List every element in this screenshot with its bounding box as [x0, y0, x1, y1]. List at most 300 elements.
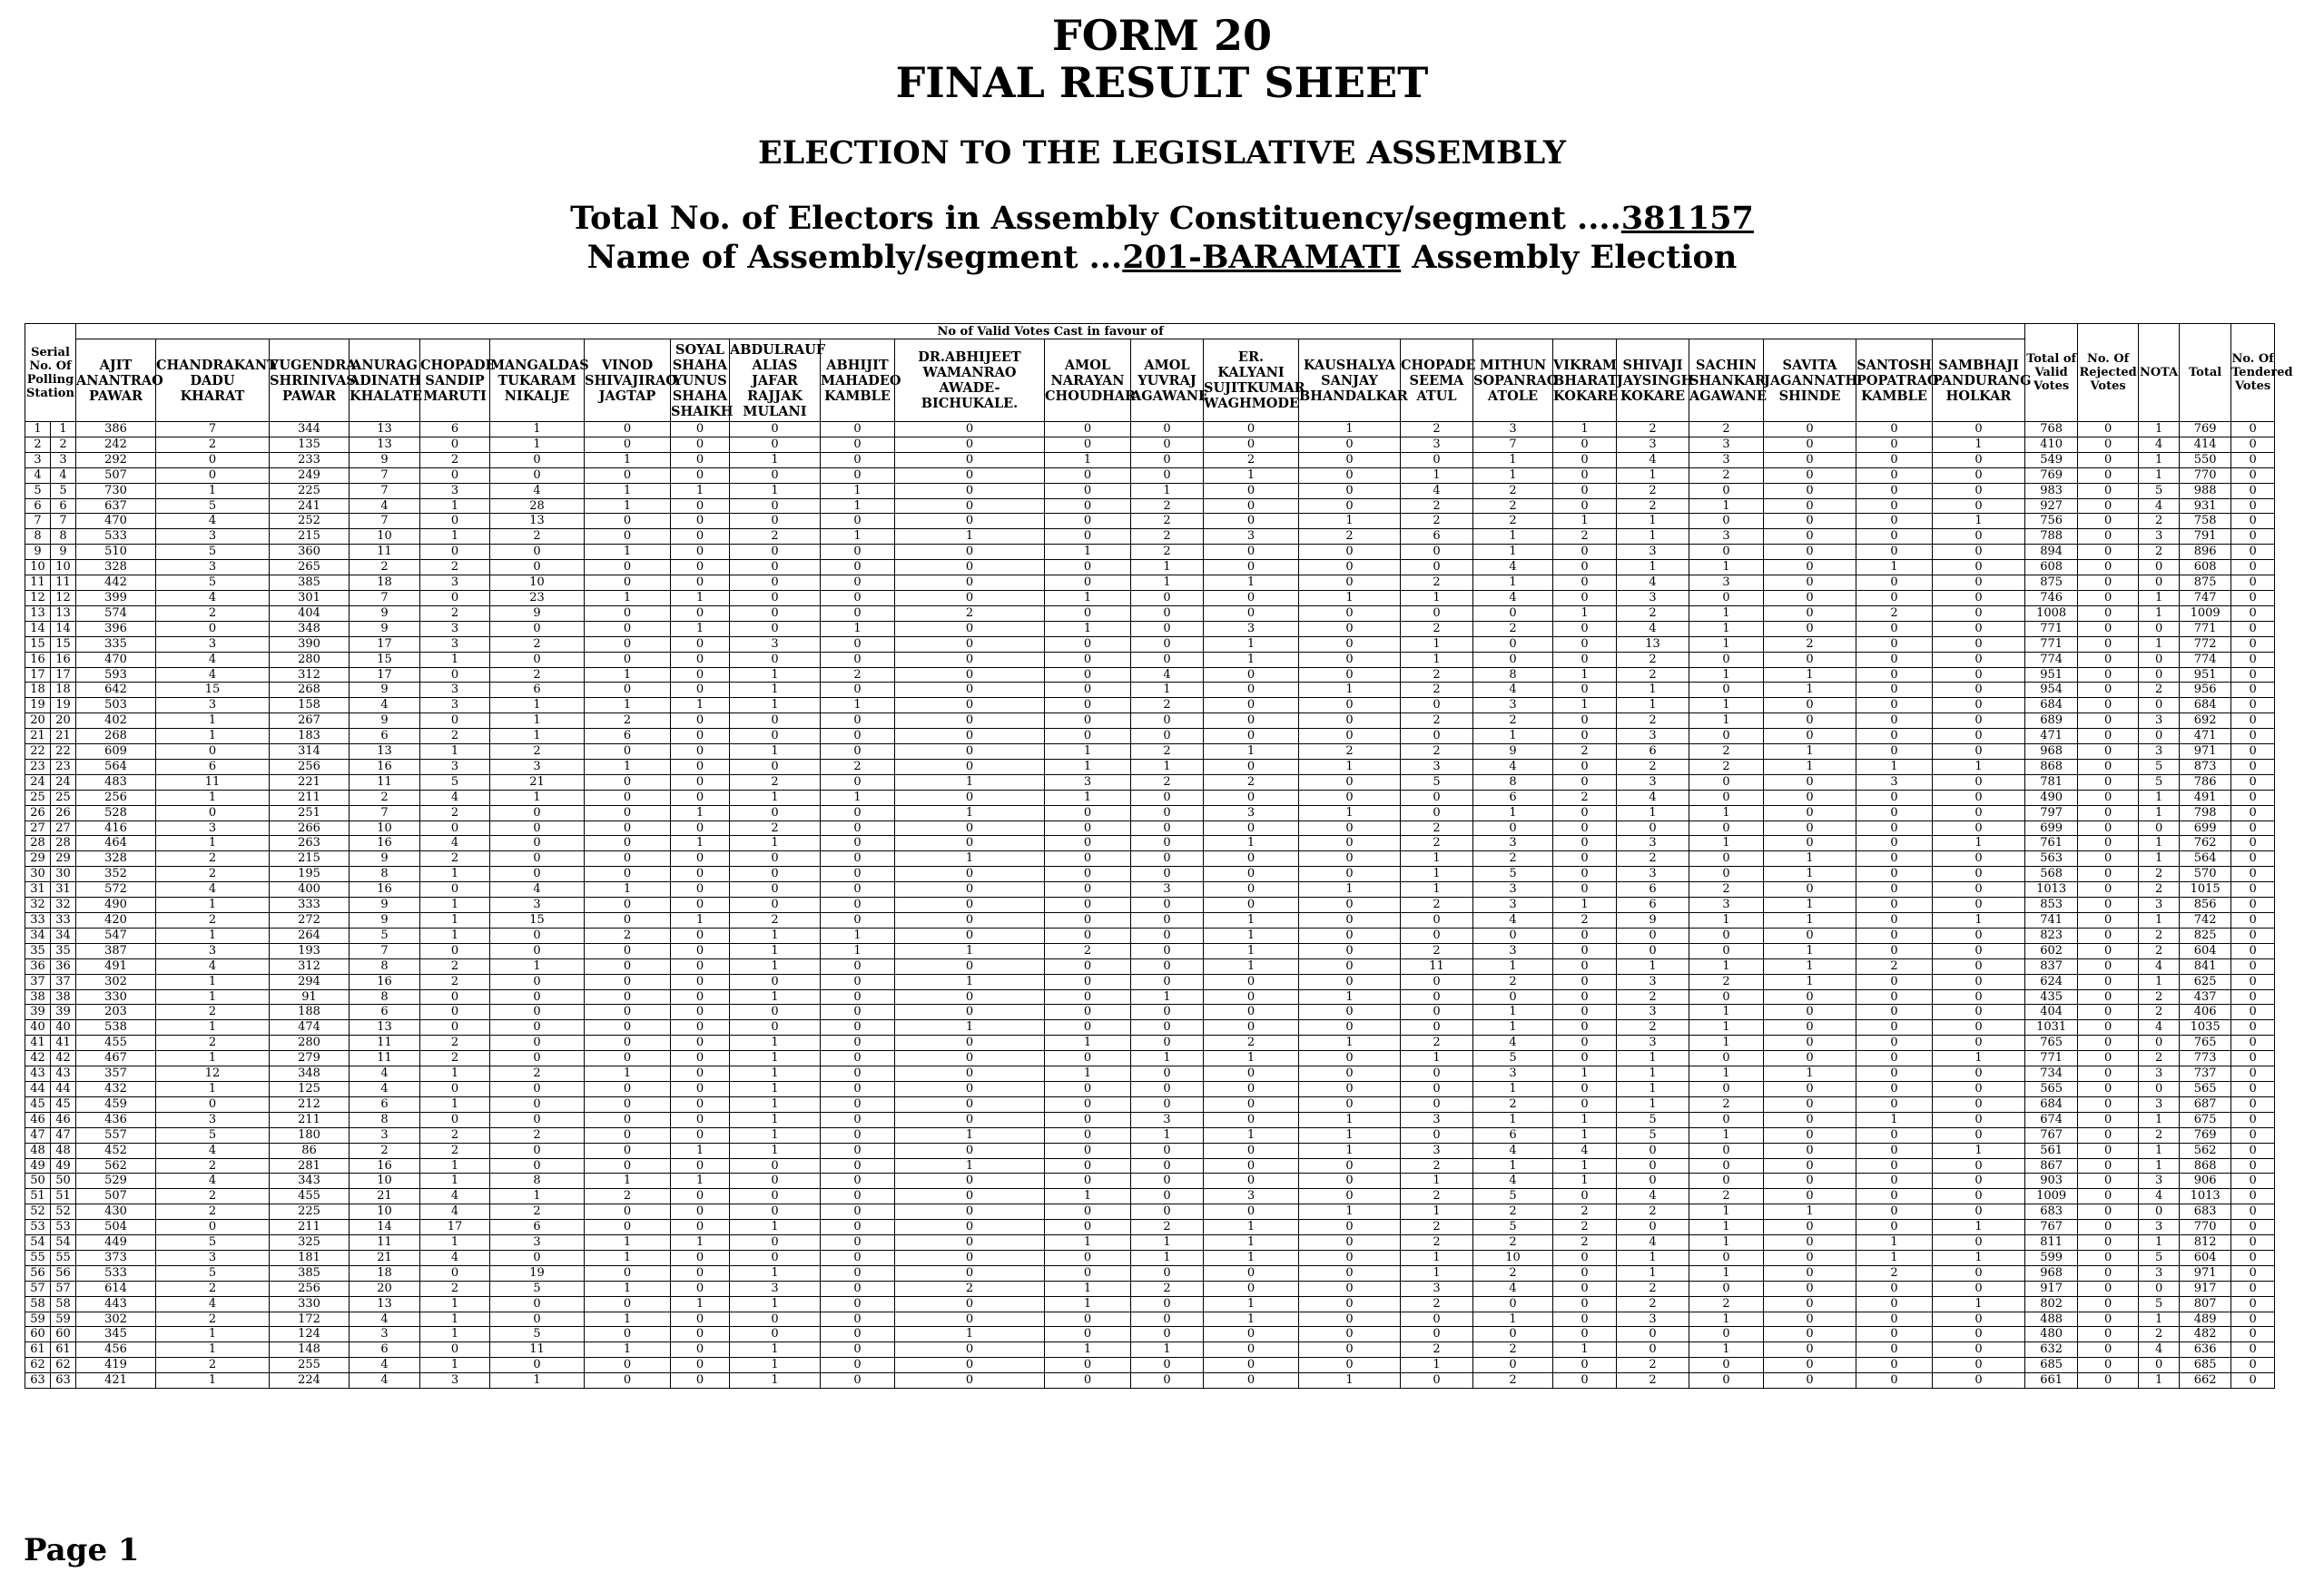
table-cell: 386: [76, 422, 156, 437]
table-cell: 0: [1933, 1096, 2025, 1112]
table-cell: 2: [420, 958, 490, 974]
table-cell: 0: [1689, 1250, 1764, 1265]
table-cell: 180: [270, 1127, 350, 1143]
table-cell: 0: [2078, 1327, 2139, 1342]
table-cell: 1: [1401, 1174, 1473, 1189]
table-cell: 36: [25, 958, 51, 974]
table-cell: 5: [1617, 1112, 1689, 1127]
table-cell: 1: [1689, 713, 1764, 729]
table-cell: 416: [76, 821, 156, 836]
table-cell: 2: [1553, 1220, 1617, 1235]
table-cell: 0: [821, 713, 895, 729]
table-cell: 0: [1933, 529, 2025, 545]
table-cell: 988: [2180, 483, 2231, 498]
table-row: [25, 1296, 2275, 1312]
table-cell: 0: [2139, 729, 2180, 744]
table-cell: 452: [76, 1143, 156, 1158]
table-cell: 0: [821, 1066, 895, 1082]
table-cell: 0: [821, 422, 895, 437]
table-cell: 0: [1204, 1265, 1299, 1281]
table-cell: 1: [420, 928, 490, 943]
table-cell: 0: [1856, 422, 1933, 437]
table-cell: 0: [490, 1143, 585, 1158]
assembly-value: 201-BARAMATI: [1122, 239, 1402, 276]
table-cell: 1: [585, 667, 671, 683]
table-cell: 0: [1856, 1020, 1933, 1036]
table-cell: 421: [76, 1373, 156, 1389]
table-cell: 0: [2231, 898, 2275, 913]
table-cell: 1: [1856, 1112, 1933, 1127]
table-cell: 0: [1299, 1066, 1401, 1082]
table-cell: 0: [1856, 989, 1933, 1005]
table-cell: 21: [490, 774, 585, 790]
table-cell: 1: [1401, 590, 1473, 605]
table-cell: 1: [1131, 759, 1204, 774]
table-cell: 0: [2139, 1036, 2180, 1051]
table-cell: 0: [1131, 452, 1204, 467]
table-cell: 2: [1689, 882, 1764, 898]
table-cell: 16: [350, 882, 420, 898]
table-cell: 1: [1856, 560, 1933, 575]
table-cell: 0: [671, 1189, 730, 1204]
table-cell: 0: [895, 790, 1045, 805]
table-cell: 0: [2078, 1066, 2139, 1082]
table-cell: 31: [51, 882, 76, 898]
table-cell: 0: [2078, 560, 2139, 575]
table-cell: 0: [821, 1312, 895, 1327]
table-cell: 125: [270, 1081, 350, 1096]
table-cell: 0: [490, 1005, 585, 1020]
table-cell: 1: [1204, 652, 1299, 667]
table-cell: 1: [1689, 1220, 1764, 1235]
table-cell: 0: [2231, 621, 2275, 636]
table-cell: 256: [76, 790, 156, 805]
table-cell: 54: [51, 1235, 76, 1251]
table-cell: 549: [2025, 452, 2078, 467]
table-cell: 5: [420, 774, 490, 790]
table-cell: 3: [2139, 713, 2180, 729]
table-cell: 0: [1764, 1189, 1856, 1204]
sheet-title: FINAL RESULT SHEET: [895, 58, 1429, 107]
table-cell: 0: [585, 1296, 671, 1312]
table-cell: 0: [1933, 744, 2025, 760]
table-row: [25, 958, 2275, 974]
table-cell: 0: [1204, 729, 1299, 744]
table-cell: 547: [76, 928, 156, 943]
table-cell: 529: [76, 1174, 156, 1189]
table-cell: 26: [51, 805, 76, 821]
table-cell: 345: [76, 1327, 156, 1342]
table-cell: 0: [1299, 836, 1401, 851]
table-cell: 4: [350, 1373, 420, 1389]
table-cell: 8: [350, 958, 420, 974]
table-cell: 4: [51, 467, 76, 483]
table-cell: 0: [1764, 928, 1856, 943]
table-cell: 6: [51, 498, 76, 514]
table-cell: 906: [2180, 1174, 2231, 1189]
table-cell: 0: [585, 437, 671, 452]
table-cell: 1: [1299, 989, 1401, 1005]
table-row: [25, 1127, 2275, 1143]
table-cell: 0: [1204, 1081, 1299, 1096]
table-cell: 11: [350, 1235, 420, 1251]
table-cell: 2: [1473, 1265, 1553, 1281]
table-cell: 1: [585, 698, 671, 713]
table-cell: 221: [270, 774, 350, 790]
table-cell: 0: [585, 867, 671, 882]
table-cell: 4: [2139, 958, 2180, 974]
table-cell: 0: [895, 467, 1045, 483]
table-cell: 1: [2139, 1158, 2180, 1174]
table-cell: 0: [1553, 467, 1617, 483]
table-cell: 0: [1764, 1020, 1856, 1036]
table-cell: 0: [2231, 605, 2275, 621]
table-cell: 1: [895, 529, 1045, 545]
table-cell: 1: [2139, 851, 2180, 867]
candidate-header: SHIVAJI JAYSINGH KOKARE: [1617, 339, 1689, 422]
table-cell: 0: [730, 1005, 821, 1020]
table-cell: 1: [1856, 1235, 1933, 1251]
table-cell: 0: [2231, 713, 2275, 729]
table-cell: 1: [1933, 1296, 2025, 1312]
table-cell: 39: [25, 1005, 51, 1020]
table-cell: 1015: [2180, 882, 2231, 898]
table-cell: 1: [420, 898, 490, 913]
table-cell: 0: [2231, 652, 2275, 667]
table-row: [25, 1143, 2275, 1158]
table-cell: 0: [671, 1066, 730, 1082]
table-cell: 0: [895, 437, 1045, 452]
table-cell: 0: [1299, 821, 1401, 836]
table-cell: 0: [671, 1051, 730, 1066]
table-row: [25, 437, 2275, 452]
table-cell: 0: [671, 713, 730, 729]
table-cell: 4: [1401, 483, 1473, 498]
table-cell: 22: [51, 744, 76, 760]
table-cell: 1: [821, 790, 895, 805]
table-cell: 971: [2180, 1265, 2231, 1281]
table-cell: 2: [156, 1204, 270, 1220]
table-cell: 873: [2180, 759, 2231, 774]
table-cell: 27: [51, 821, 76, 836]
table-cell: 4: [490, 483, 585, 498]
table-cell: 0: [1933, 958, 2025, 974]
table-cell: 2: [1473, 974, 1553, 989]
table-cell: 0: [585, 529, 671, 545]
table-cell: 0: [1045, 529, 1131, 545]
assembly-line: [0, 239, 2324, 277]
table-cell: 624: [2025, 974, 2078, 989]
table-cell: 683: [2180, 1204, 2231, 1220]
table-cell: 4: [420, 1204, 490, 1220]
table-cell: 0: [156, 621, 270, 636]
table-cell: 2: [1401, 1235, 1473, 1251]
table-cell: 13: [25, 605, 51, 621]
table-row: [25, 774, 2275, 790]
table-cell: 0: [1299, 467, 1401, 483]
candidate-header: CHOPADE SANDIP MARUTI: [420, 339, 490, 422]
table-cell: 0: [1131, 805, 1204, 821]
table-cell: 625: [2180, 974, 2231, 989]
table-cell: 437: [2180, 989, 2231, 1005]
table-cell: 0: [895, 498, 1045, 514]
candidate-header: ER. KALYANI SUJITKUMAR WAGHMODE: [1204, 339, 1299, 422]
table-cell: 1: [156, 928, 270, 943]
table-cell: 0: [1204, 1204, 1299, 1220]
table-cell: 124: [270, 1327, 350, 1342]
table-cell: 4: [1473, 1174, 1553, 1189]
table-cell: 7: [25, 514, 51, 529]
table-cell: 0: [2231, 882, 2275, 898]
table-cell: 0: [1933, 452, 2025, 467]
table-cell: 1: [1204, 836, 1299, 851]
table-cell: 0: [1689, 790, 1764, 805]
table-cell: 771: [2025, 621, 2078, 636]
table-cell: 0: [2231, 698, 2275, 713]
table-cell: 0: [2231, 1005, 2275, 1020]
table-cell: 0: [2231, 1036, 2275, 1051]
table-cell: 16: [350, 759, 420, 774]
table-cell: 0: [895, 483, 1045, 498]
table-cell: 1: [671, 913, 730, 929]
table-cell: 343: [270, 1174, 350, 1189]
table-cell: 0: [895, 1312, 1045, 1327]
table-cell: 1: [730, 943, 821, 958]
table-cell: 3: [1856, 774, 1933, 790]
table-cell: 0: [1131, 1066, 1204, 1082]
table-cell: 15: [350, 652, 420, 667]
candidate-header: SAVITA JAGANNATH SHINDE: [1764, 339, 1856, 422]
table-cell: 0: [420, 989, 490, 1005]
table-cell: 2: [1401, 943, 1473, 958]
candidate-header: ABDULRAUF ALIAS JAFAR RAJJAK MULANI: [730, 339, 821, 422]
table-cell: 0: [1299, 1281, 1401, 1296]
table-cell: 0: [1856, 514, 1933, 529]
table-cell: 2: [1401, 1342, 1473, 1358]
table-cell: 7: [350, 467, 420, 483]
assembly-suffix: Assembly Election: [1401, 239, 1738, 276]
table-cell: 399: [76, 590, 156, 605]
table-cell: 6: [1617, 882, 1689, 898]
table-cell: 333: [270, 898, 350, 913]
table-cell: 0: [821, 851, 895, 867]
table-cell: 0: [1856, 1051, 1933, 1066]
table-cell: 1: [1473, 958, 1553, 974]
table-cell: 0: [1299, 867, 1401, 882]
table-cell: 9: [1473, 744, 1553, 760]
table-cell: 0: [1299, 898, 1401, 913]
table-cell: 3: [156, 560, 270, 575]
table-cell: 0: [1933, 683, 2025, 698]
table-cell: 0: [2078, 422, 2139, 437]
table-cell: 0: [585, 1143, 671, 1158]
table-cell: 0: [1553, 1096, 1617, 1112]
table-cell: 0: [1553, 1250, 1617, 1265]
table-cell: 1: [420, 529, 490, 545]
table-cell: 280: [270, 1036, 350, 1051]
table-cell: 0: [2078, 805, 2139, 821]
table-cell: 0: [1204, 989, 1299, 1005]
table-cell: 3: [1204, 621, 1299, 636]
table-cell: 1: [1689, 498, 1764, 514]
table-cell: 436: [76, 1112, 156, 1127]
table-cell: 3: [730, 1281, 821, 1296]
table-cell: 0: [585, 1204, 671, 1220]
table-cell: 459: [76, 1096, 156, 1112]
table-cell: 2: [895, 605, 1045, 621]
table-cell: 1: [585, 759, 671, 774]
table-cell: 1: [156, 989, 270, 1005]
table-cell: 48: [51, 1143, 76, 1158]
table-cell: 0: [1553, 452, 1617, 467]
table-cell: 0: [1299, 1051, 1401, 1066]
table-cell: 1: [821, 529, 895, 545]
table-cell: 0: [1553, 652, 1617, 667]
table-cell: 0: [1689, 1281, 1764, 1296]
table-cell: 0: [1933, 1174, 2025, 1189]
table-cell: 6: [585, 729, 671, 744]
table-cell: 348: [270, 1066, 350, 1082]
table-cell: 47: [25, 1127, 51, 1143]
table-cell: 1: [1553, 667, 1617, 683]
candidate-header: MANGALDAS TUKARAM NIKALJE: [490, 339, 585, 422]
table-cell: 0: [585, 851, 671, 867]
table-row: [25, 1174, 2275, 1189]
table-cell: 0: [1045, 913, 1131, 929]
table-cell: 1: [1617, 1081, 1689, 1096]
table-cell: 3: [490, 1235, 585, 1251]
table-row: [25, 1005, 2275, 1020]
table-cell: 26: [25, 805, 51, 821]
table-cell: 0: [1764, 836, 1856, 851]
table-cell: 1: [730, 698, 821, 713]
table-cell: 0: [1204, 790, 1299, 805]
table-cell: 875: [2025, 575, 2078, 591]
table-cell: 0: [2231, 1143, 2275, 1158]
table-cell: 0: [2139, 1081, 2180, 1096]
table-cell: 0: [1045, 898, 1131, 913]
table-cell: 0: [1553, 590, 1617, 605]
table-cell: 16: [350, 974, 420, 989]
table-cell: 0: [1689, 1158, 1764, 1174]
table-cell: 1: [1204, 1051, 1299, 1066]
table-cell: 0: [1045, 560, 1131, 575]
table-cell: 1: [895, 943, 1045, 958]
table-cell: 3: [1473, 898, 1553, 913]
table-cell: 0: [585, 821, 671, 836]
table-cell: 0: [585, 467, 671, 483]
table-cell: 599: [2025, 1250, 2078, 1265]
table-row: [25, 1158, 2275, 1174]
table-cell: 0: [671, 452, 730, 467]
table-cell: 0: [2231, 1051, 2275, 1066]
table-cell: 0: [1131, 437, 1204, 452]
table-cell: 4: [156, 958, 270, 974]
table-cell: 0: [895, 744, 1045, 760]
table-cell: 0: [1933, 422, 2025, 437]
table-cell: 0: [671, 652, 730, 667]
table-cell: 0: [1856, 498, 1933, 514]
table-cell: 0: [1131, 1036, 1204, 1051]
table-cell: 0: [730, 851, 821, 867]
table-cell: 0: [1689, 943, 1764, 958]
table-cell: 0: [821, 1051, 895, 1066]
table-cell: 0: [730, 498, 821, 514]
table-cell: 3: [350, 1327, 420, 1342]
table-cell: 503: [76, 698, 156, 713]
table-cell: 0: [1204, 1327, 1299, 1342]
table-cell: 1: [1131, 1250, 1204, 1265]
table-cell: 632: [2025, 1342, 2078, 1358]
table-cell: 917: [2025, 1281, 2078, 1296]
table-cell: 771: [2025, 636, 2078, 652]
table-cell: 0: [821, 636, 895, 652]
table-cell: 0: [1045, 1358, 1131, 1373]
table-cell: 769: [2180, 422, 2231, 437]
table-cell: 4: [420, 1189, 490, 1204]
table-row: [25, 882, 2275, 898]
table-cell: 23: [490, 590, 585, 605]
table-cell: 1: [730, 667, 821, 683]
table-cell: 0: [490, 1051, 585, 1066]
table-cell: 0: [2078, 989, 2139, 1005]
table-cell: 0: [585, 1373, 671, 1389]
table-cell: 0: [895, 958, 1045, 974]
table-cell: 0: [671, 943, 730, 958]
table-cell: 0: [821, 1174, 895, 1189]
table-cell: 0: [1764, 422, 1856, 437]
table-cell: 2: [490, 1066, 585, 1082]
table-cell: 0: [1856, 729, 1933, 744]
table-cell: 0: [490, 560, 585, 575]
table-cell: 0: [1401, 790, 1473, 805]
table-cell: 1009: [2025, 1189, 2078, 1204]
table-cell: 3: [1617, 974, 1689, 989]
table-cell: 0: [1689, 1174, 1764, 1189]
table-cell: 0: [895, 1189, 1045, 1204]
table-cell: 0: [1856, 483, 1933, 498]
table-cell: 1: [1617, 958, 1689, 974]
table-cell: 1: [1617, 560, 1689, 575]
table-cell: 746: [2025, 590, 2078, 605]
table-cell: 0: [2078, 1189, 2139, 1204]
tendered-header: No. Of Tendered Votes: [2231, 324, 2275, 422]
table-cell: 0: [1131, 1296, 1204, 1312]
table-row: [25, 1373, 2275, 1389]
table-cell: 0: [2231, 958, 2275, 974]
table-cell: 0: [1689, 1143, 1764, 1158]
table-cell: 12: [156, 1066, 270, 1082]
table-cell: 0: [1045, 1265, 1131, 1281]
table-cell: 15: [156, 683, 270, 698]
table-cell: 1: [490, 958, 585, 974]
table-cell: 1: [420, 1358, 490, 1373]
candidate-header: MITHUN SOPANRAO ATOLE: [1473, 339, 1553, 422]
table-cell: 0: [895, 514, 1045, 529]
table-cell: 14: [25, 621, 51, 636]
table-cell: 1: [1045, 1189, 1131, 1204]
table-cell: 17: [51, 667, 76, 683]
table-cell: 0: [1764, 1081, 1856, 1096]
table-cell: 0: [1299, 575, 1401, 591]
table-row: [25, 790, 2275, 805]
table-cell: 951: [2025, 667, 2078, 683]
table-cell: 419: [76, 1358, 156, 1373]
table-cell: 0: [821, 1081, 895, 1096]
table-cell: 0: [1131, 1265, 1204, 1281]
table-cell: 2: [1689, 1096, 1764, 1112]
table-cell: 2: [156, 1005, 270, 1020]
